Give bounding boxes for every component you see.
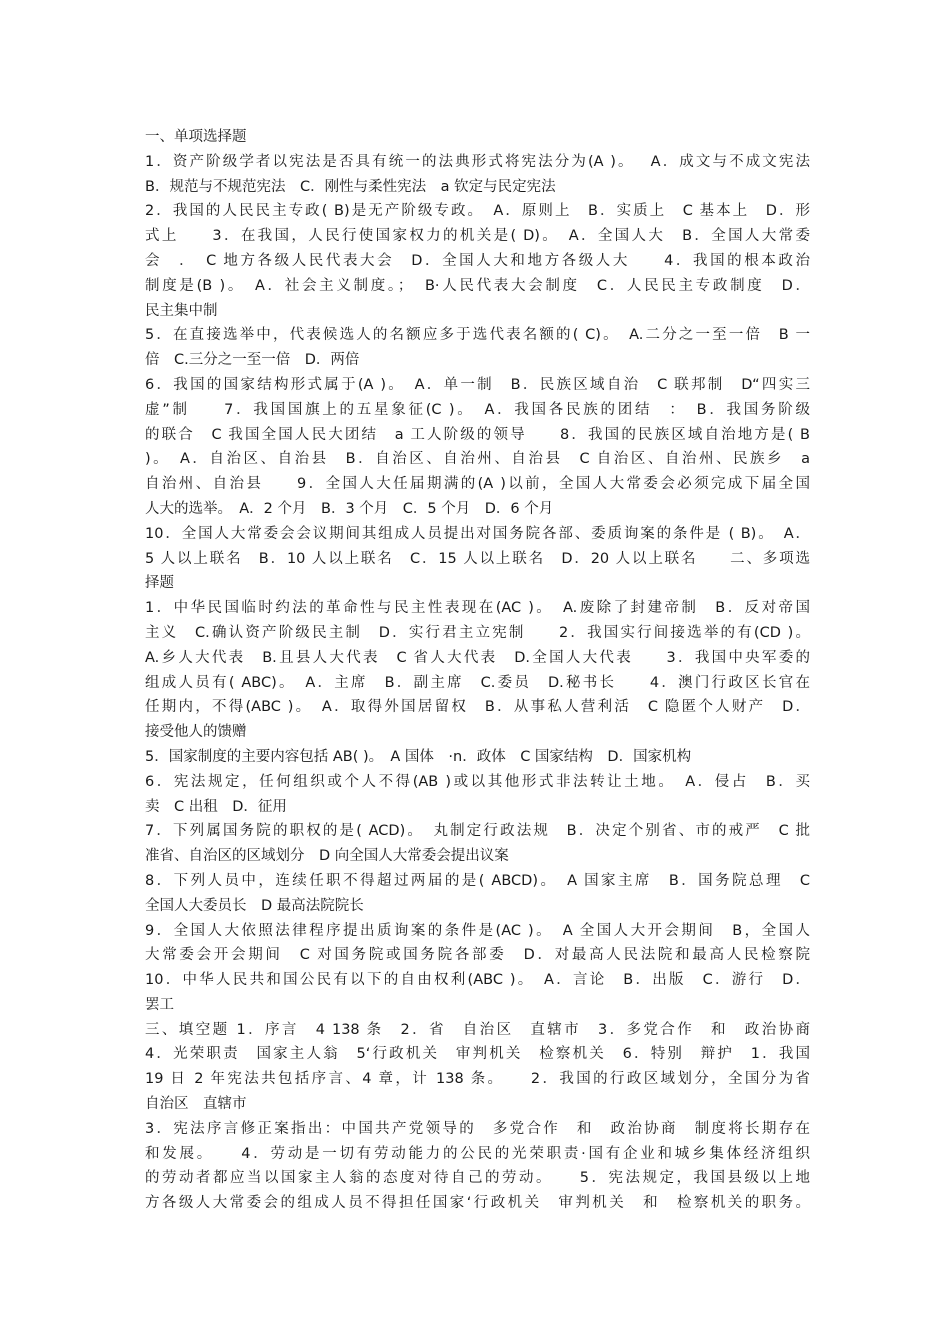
document-body xyxy=(145,125,810,1216)
text-line: 7．下列属国务院的职权的是( ACD)。 丸制定行政法规 B．决定个别省、市的戒严 C 批 xyxy=(145,823,810,840)
text-line: 任期内，不得(ABC )。 A．取得外国居留权 B．从事私人营利活 C 隐匿个人财产 D． xyxy=(145,699,810,716)
text-line: 4．光荣职责 国家主人翁 5‘行政机关 审判机关 检察机关 6．特别 辩护 1．我国 xyxy=(145,1046,810,1063)
text-line: 自治州、自治县 9．全国人大任届期满的(A )以前，全国人大常委会必须完成下届全国 xyxy=(145,476,810,493)
text-line: 人大的选举。 A．2 个月 B．3 个月 C．5 个月 D．6 个月 xyxy=(145,500,554,517)
text-line: 全国人大委员长 D 最高法院院长 xyxy=(145,897,364,914)
text-line: 5．在直接选举中，代表候选人的名额应多于选代表名额的( C)。 A.二分之一至一倍 B 一 xyxy=(145,327,810,344)
text-line: 民主集中制 xyxy=(145,302,218,319)
text-line: 5．国家制度的主要内容包括 AB( )。 A 国体 ·n．政体 C 国家结构 D．国家机构 xyxy=(145,748,692,765)
text-line: 9．全国人大依照法律程序提出质询案的条件是(AC )。 A 全国人大开会期间 B，全国人 xyxy=(145,922,810,939)
text-line: 2．我国的人民民主专政( B)是无产阶级专政。 A．原则上 B．实质上 C 基本上 D．形 xyxy=(145,203,810,220)
text-line: 5 人以上联名 B．10 人以上联名 C．15 人以上联名 D．20 人以上联名 二、多项选 xyxy=(145,550,810,567)
text-line: 三、填空题 1．序言 4 138 条 2．省 自治区 直辖市 3．多党合作 和 政治协商 xyxy=(145,1021,810,1038)
text-line: 准省、自治区的区域划分 D 向全国人大常委会提出议案 xyxy=(145,848,509,865)
text-line: 罢工 xyxy=(145,996,174,1013)
text-line: 自治区 直辖市 xyxy=(145,1096,247,1113)
text-line: 接受他人的馈赠 xyxy=(145,724,247,741)
text-line: 19 日 2 年宪法共包括序言、4 章，计 138 条。 2．我国的行政区域划分，全国分为省 xyxy=(145,1071,810,1088)
text-line: 组成人员有( ABC)。 A．主席 B．副主席 C.委员 D.秘书长 4．澳门行政区长官在 xyxy=(145,674,810,691)
text-line: 主义 C.确认资产阶级民主制 D．实行君主立宪制 2．我国实行间接选举的有(CD )。 xyxy=(145,624,810,641)
text-line: 6．宪法规定，任何组织或个人不得(AB )或以其他形式非法转让土地。 A．侵占 B．买 xyxy=(145,773,810,790)
text-line: 卖 C 出租 D．征用 xyxy=(145,798,287,815)
text-line: 倍 C.三分之一至一倍 D．两倍 xyxy=(145,352,360,369)
text-line: 虚”制 7．我国国旗上的五星象征(C )。 A．我国各民族的团结 ： B．我国务阶级 xyxy=(145,401,810,418)
text-line: 制度是(B )。 A．社会主义制度。； B·人民代表大会制度 C．人民民主专政制度 D． xyxy=(145,277,810,294)
text-line: 1．资产阶级学者以宪法是否具有统一的法典形式将宪法分为(A )。 A．成文与不成文宪法 xyxy=(145,153,810,170)
text-line: 10．全国人大常委会会议期间其组成人员提出对国务院各部、委质询案的条件是 ( B)。 A． xyxy=(145,525,810,542)
text-line: 10．中华人民共和国公民有以下的自由权利(ABC )。 A．言论 B．出版 C．游行 D． xyxy=(145,972,810,989)
text-line: 和发展。 4．劳动是一切有劳动能力的公民的光荣职责·国有企业和城乡集体经济组织 xyxy=(145,1145,810,1162)
text-line: 式上 3．在我国，人民行使国家权力的机关是( D)。 A．全国人大 B．全国人大常委 xyxy=(145,228,810,245)
text-line: 方各级人大常委会的组成人员不得担任国家‘行政机关 审判机关 和 检察机关的职务。 xyxy=(145,1195,810,1212)
text-line: 一、单项选择题 xyxy=(145,129,247,145)
text-line: 大常委会开会期间 C 对国务院或国务院各部委 D．对最高人民法院和最高人民检察院 xyxy=(145,947,810,964)
text-line: B．规范与不规范宪法 C．刚性与柔性宪法 a 钦定与民定宪法 xyxy=(145,178,556,195)
text-line: 择题 xyxy=(145,575,174,592)
text-line: 的联合 C 我国全国人民大团结 a 工人阶级的领导 8．我国的民族区域自治地方是( B xyxy=(145,426,810,443)
text-line: 的劳动者都应当以国家主人翁的态度对待自己的劳动。 5．宪法规定，我国县级以上地 xyxy=(145,1170,810,1187)
text-line: )。 A．自治区、自治县 B．自治区、自治州、自治县 C 自治区、自治州、民族乡 a xyxy=(145,451,810,468)
text-line: 3．宪法序言修正案指出：中国共产党领导的 多党合作 和 政治协商 制度将长期存在 xyxy=(145,1120,810,1137)
text-line: 会 ． C 地方各级人民代表大会 D．全国人大和地方各级人大 4．我国的根本政治 xyxy=(145,252,810,269)
text-line: 1．中华民国临时约法的革命性与民主性表现在(AC )。 A.废除了封建帝制 B．反对帝国 xyxy=(145,600,810,617)
text-line: A.乡人大代表 B.且县人大代表 C 省人大代表 D.全国人大代表 3．我国中央军委的 xyxy=(145,649,810,666)
text-line: 8．下列人员中，连续任职不得超过两届的是( ABCD)。 A 国家主席 B．国务院总理 C xyxy=(145,872,810,889)
text-line: 6．我国的国家结构形式属于(A )。 A．单一制 B．民族区域自治 C 联邦制 D“四实三 xyxy=(145,376,810,393)
